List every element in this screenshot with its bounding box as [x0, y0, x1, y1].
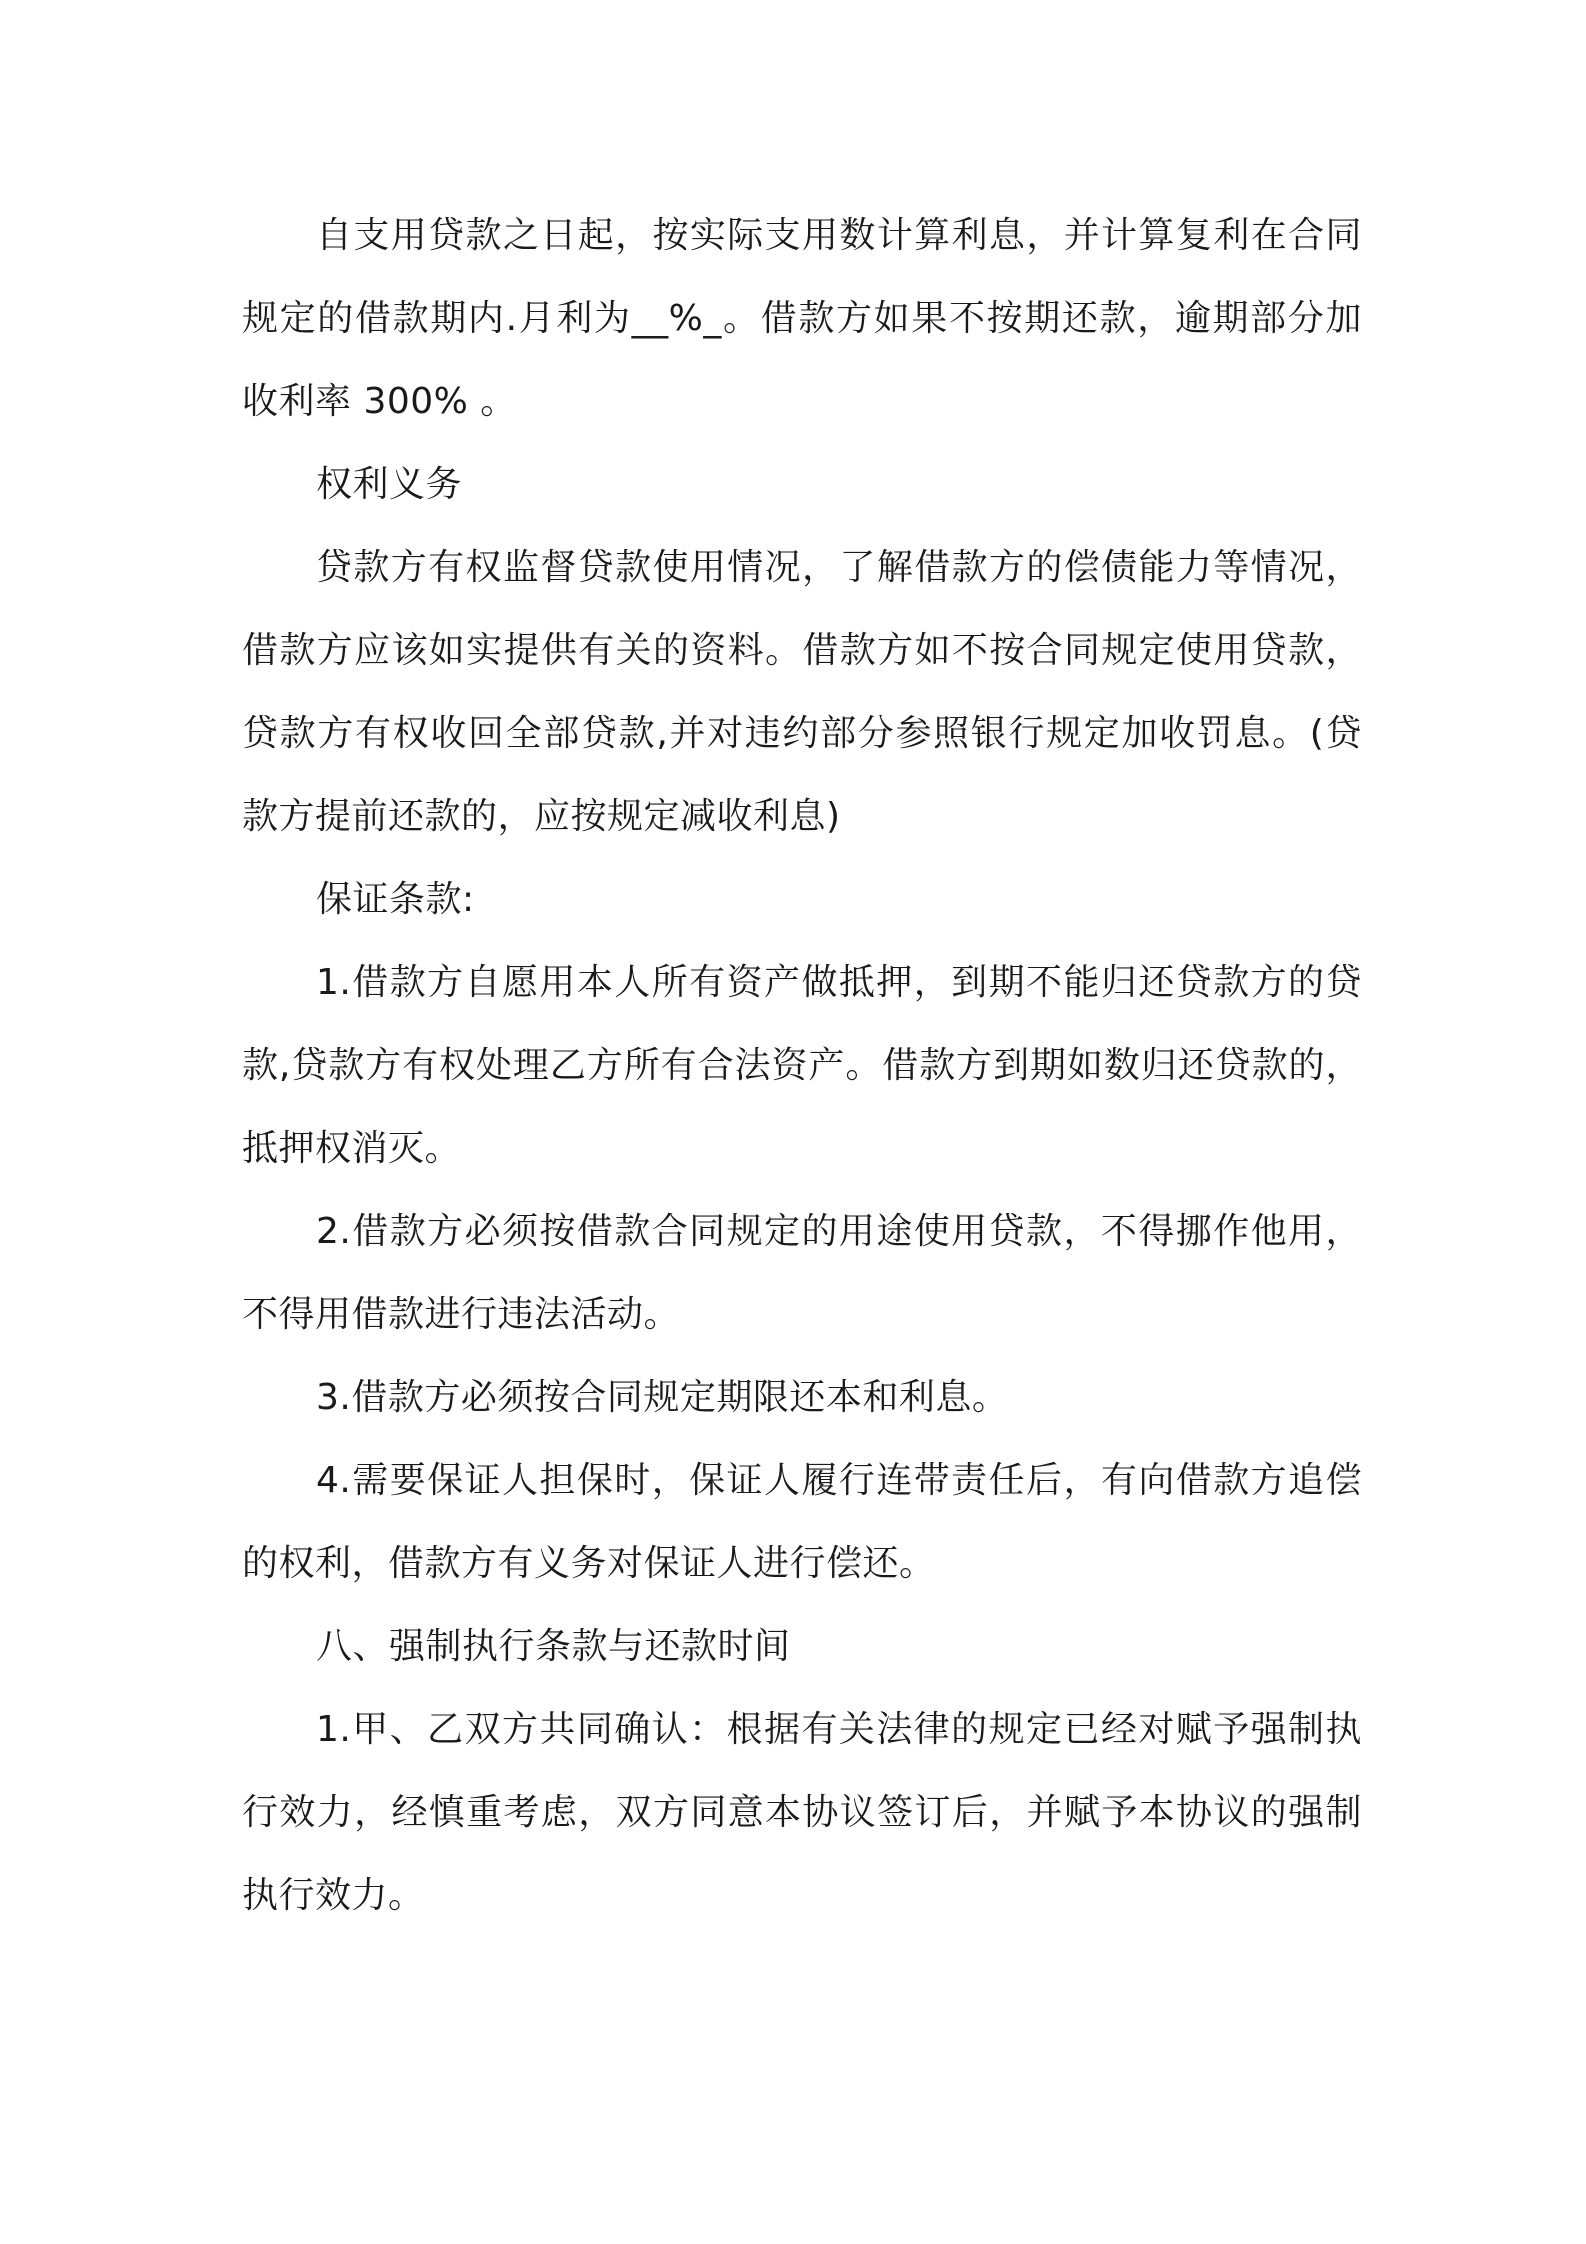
rights-paragraph: 贷款方有权监督贷款使用情况，了解借款方的偿债能力等情况，借款方应该如实提供有关的资料。借款方如不按合同规定使用贷款，贷款方有权收回全部贷款,并对违约部分参照银行规定加收罚息。(贷款方提前还款的，应按规定减收利息) — [242, 547, 1362, 837]
guarantee-clause-1: 1.借款方自愿用本人所有资产做抵押，到期不能归还贷款方的贷款,贷款方有权处理乙方所有合法资产。借款方到期如数归还贷款的，抵押权消灭。 — [242, 962, 1362, 1169]
enforcement-clause-1: 1.甲、乙双方共同确认：根据有关法律的规定已经对赋予强制执行效力，经慎重考虑，双方同意本协议签订后，并赋予本协议的强制执行效力。 — [242, 1709, 1362, 1916]
guarantee-heading: 保证条款: — [316, 879, 475, 920]
rights-heading: 权利义务 — [316, 464, 463, 505]
guarantee-clause-3: 3.借款方必须按合同规定期限还本和利息。 — [316, 1377, 1009, 1418]
guarantee-clause-2: 2.借款方必须按借款合同规定的用途使用贷款，不得挪作他用，不得用借款进行违法活动。 — [242, 1211, 1362, 1335]
guarantee-clause-4: 4.需要保证人担保时，保证人履行连带责任后，有向借款方追偿的权利，借款方有义务对保证人进行偿还。 — [242, 1460, 1362, 1584]
enforcement-heading: 八、强制执行条款与还款时间 — [316, 1626, 791, 1667]
document-body — [242, 194, 1362, 1937]
interest-paragraph: 自支用贷款之日起，按实际支用数计算利息，并计算复利在合同规定的借款期内.月利为__%_。借款方如果不按期还款，逾期部分加收利率 300% 。 — [242, 215, 1362, 422]
